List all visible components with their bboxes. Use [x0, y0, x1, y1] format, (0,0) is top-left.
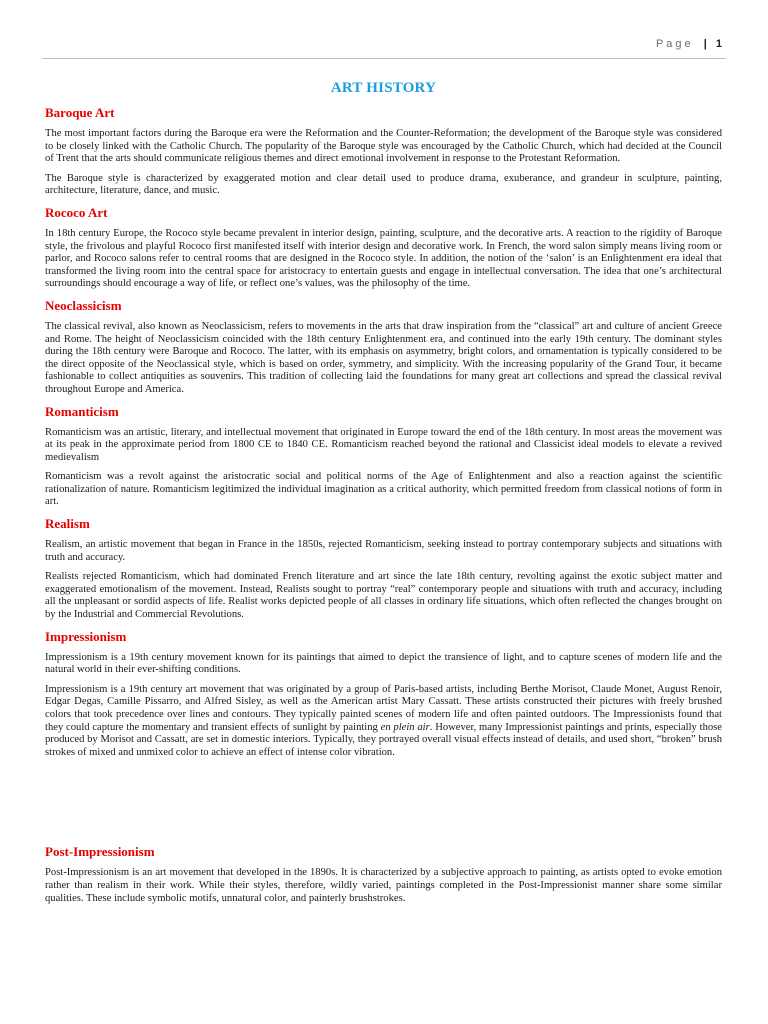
document-title: ART HISTORY — [330, 80, 437, 96]
paragraph: In 18th century Europe, the Rococo style became prevalent in interior design, painting, sculpture, and the decorative arts. A reaction to the rigidity of Baroque style, the frivolous and playful Rococo first manifested itself with interior design and decorative work. In French, the word salon simply means living room or parlor, and Rococo salons refer to central rooms that are designed in the Rococo style. In addition, the notion of the ‘salon’ is an Enlightenment era ideal that transformed the living room into the central space for aristocracy to entertain guests and engage in intellectual conversation. The idea that one’s architectural surroundings should encourage a way of life, or reflect one’s values, was the philosophy of the time. — [45, 227, 722, 290]
paragraph: Post-Impressionism is an art movement that developed in the 1890s. It is characterized by a subjective approach to painting, as artists opted to evoke emotion rather than realism in their work. While their styles, therefore, wildly varied, paintings completed in the Post-Impressionist manner share some similar qualities. These include symbolic motifs, unnatural color, and painterly brushstrokes. — [45, 867, 722, 904]
paragraph-text: Impressionism is a 19th century art movement that was originated by a group of Paris-based artists, including Berthe Morisot, Claude Monet, August Renoir, Edgar Degas, Camille Pissarro, and Alfred Sisley, as well as the American artist Mary Cassatt. These artists constructed their pictures with freely brushed colors that took precedence over lines and contours. They typically painted scenes of modern life and often painted outdoors. The Impressionists found that they could capture the momentary and transient effects of sunlight by painting — [45, 683, 722, 733]
section-heading: Rococo Art — [45, 204, 108, 220]
section-heading: Realism — [45, 516, 90, 532]
paragraph: The classical revival, also known as Neoclassicism, refers to movements in the arts that draw inspiration from the “classical” art and culture of ancient Greece and Rome. The height of Neoclassicism coincided with the 18th century Enlightenment era, and continued into the early 19th century. The dominant styles during the 18th century were Baroque and Rococo. The latter, with its emphasis on asymmetry, bright colors, and ornamentation is typically considered to be the direct opposite of the Neoclassical style, which is based on order, symmetry, and simplicity. With the increasing popularity of the Grand Tour, it became fashionable to collect antiquities as souvenirs. This tradition of collecting laid the foundations for many great art collections and spread the classical revival throughout Europe and America. — [45, 320, 722, 395]
paragraph-text: . However, many Impressionist paintings and prints, especially those produced by Morisot and Cassatt, are set in domestic interiors. Typically, they portrayed overall visual effects instead of details, and used short, “broken” brush strokes of mixed and unmixed color to achieve an effect of intense color vibration. — [45, 721, 722, 758]
italic-term: en plein air — [380, 721, 430, 733]
document-body — [45, 80, 722, 912]
blank-space — [45, 766, 722, 844]
paragraph: The Baroque style is characterized by exaggerated motion and clear detail used to produce drama, exuberance, and grandeur in sculpture, painting, architecture, literature, dance, and music. — [45, 172, 722, 197]
section-neoclassicism — [45, 298, 722, 397]
page-header — [656, 38, 722, 50]
section-heading: Romanticism — [45, 403, 119, 419]
paragraph: Impressionism is a 19th century movement known for its paintings that aimed to depict the transience of light, and to capture scenes of modern life and the natural world in their ever-shifting conditions. — [45, 651, 722, 676]
section-baroque — [45, 105, 722, 198]
paragraph: Romanticism was a revolt against the aristocratic social and political norms of the Age of Enlightenment and also a reaction against the scientific rationalization of nature. Romanticism legitimized the individual imagination as a critical authority, which permitted freedom from classical notions of form in art. — [45, 471, 722, 508]
paragraph: Realists rejected Romanticism, which had dominated French literature and art since the late 18th century, revolting against the exotic subject matter and exaggerated emotionalism of the movement. Instead, Realists sought to portray “real” contemporary people and situations with truth and accuracy, including all the unpleasant or sordid aspects of life. Realist works depicted people of all classes in ordinary life situations, which often reflected the changes brought on by the Industrial and Commercial Revolutions. — [45, 571, 722, 621]
section-post-impressionism — [45, 844, 722, 905]
section-heading: Impressionism — [45, 628, 127, 644]
paragraph: Romanticism was an artistic, literary, and intellectual movement that originated in Europe toward the end of the 18th century. In most areas the movement was at its peak in the approximate period from 1800 CE to 1840 CE. Romanticism reached beyond the rational and Classicist ideal models to elevate a revived medievalism — [45, 426, 722, 463]
paragraph: The most important factors during the Baroque era were the Reformation and the Counter-Reformation; the development of the Baroque style was considered to be closely linked with the Catholic Church. The popularity of the Baroque style was encouraged by the Catholic Church, which had decided at the Council of Trent that the arts should communicate religious themes and direct emotional involvement in response to the Protestant Reformation. — [45, 128, 722, 165]
page-number: 1 — [715, 38, 722, 50]
page-label: Page — [655, 38, 694, 50]
section-heading: Neoclassicism — [45, 297, 122, 313]
section-heading: Post-Impressionism — [45, 844, 155, 860]
paragraph: Realism, an artistic movement that began in France in the 1850s, rejected Romanticism, seeking instead to portray contemporary subjects and situations with truth and accuracy. — [45, 539, 722, 563]
header-rule — [42, 58, 726, 59]
page-separator: | — [703, 38, 707, 50]
paragraph — [45, 684, 722, 760]
section-impressionism — [45, 629, 722, 760]
section-rococo — [45, 205, 722, 291]
section-heading: Baroque Art — [45, 105, 115, 120]
section-realism — [45, 516, 722, 622]
section-romanticism — [45, 404, 722, 510]
